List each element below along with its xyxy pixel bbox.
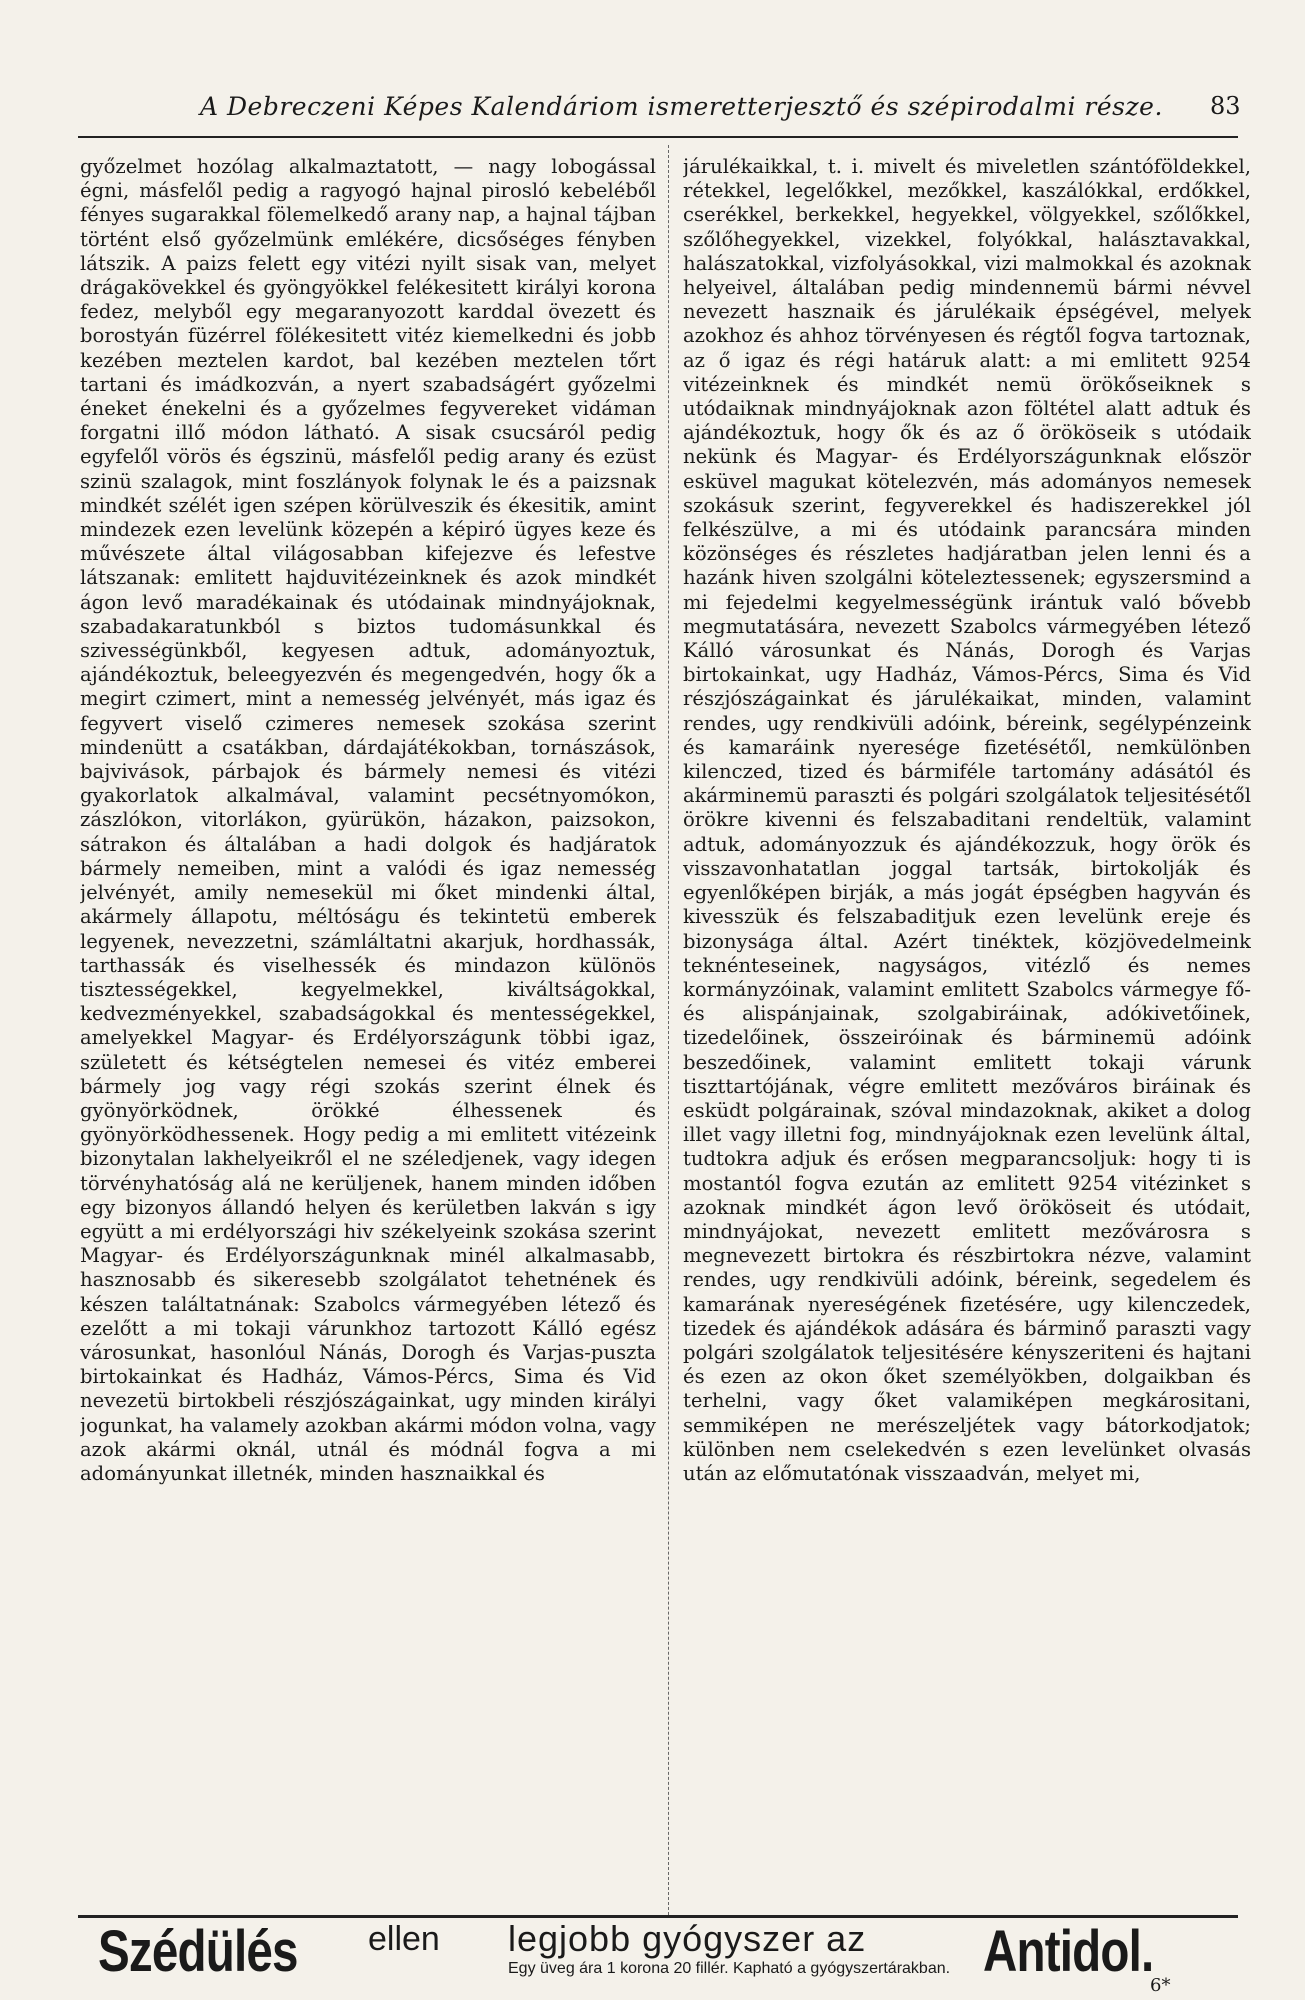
advert-rule bbox=[78, 1915, 1238, 1918]
advert-price-line: Egy üveg ára 1 korona 20 fillér. Kapható a gyógyszertárakban. bbox=[508, 1960, 951, 1977]
signature-mark: 6* bbox=[1150, 1975, 1171, 1996]
column-divider bbox=[668, 145, 669, 1915]
advert-headline-right: Antidol. bbox=[983, 1922, 1154, 1982]
right-column bbox=[683, 155, 1251, 1900]
right-column-text: járulékaikkal, t. i. mivelt és miveletlen szántóföldekkel, rétekkel, legelőkkel, mezőkkel, kaszálókkal, erdőkkel, cserékkel, berkekkel, hegyekkel, völgyekkel, szőlőkkel, szőlőhegyekkel, vizekkel, folyókkal, halásztavakkal, halászatokkal, vizfolyásokkal, vizi malmokkal és azoknak helyeivel, általában pedig mindennemü bármi névvel nevezett hasznaik és járulékaik épségével, melyek azokhoz és ahhoz törvényesen és régtől fogva tartoznak, az ő igaz és régi határuk alatt: a mi emlitett 9254 vitézeinknek és mindkét nemü örökőseiknek s utódaiknak mindnyájoknak azon föltétel alatt adtuk és ajándékoztuk, hogy ők és az ő örököseik s utódaik nekünk és Magyar- és Erdélyországunknak először esküvel magukat kötelezvén, más adományos nemesek szokásuk szerint, fegyverekkel és hadiszerekkel jól felkészülve, a mi és utódaink parancsára minden közönséges és részletes hadjáratban jelen lenni és a hazánk hiven szolgálni köteleztessenek; egyszersmind a mi fejedelmi kegyelmességünk irántuk való bővebb megmutatására, nevezett Szabolcs vármegyében létező Kálló városunkat és Nánás, Dorogh és Varjas birtokainkat, ugy Hadház, Vámos-Pércs, Sima és Vid részjószágainkat és járulékaikat, minden, valamint rendes, ugy rendkivüli adóink, béreink, segélypénzeink és kamaráink nyeresége fizetésétől, nemkülönben kilenczed, tized és bármiféle tartomány adásától és akárminemü paraszti és polgári szolgálatok teljesitésétől örökre kivenni és felszabaditani rendeltük, valamint adtuk, adományozzuk és ajándékozzuk, hogy örök és visszavonhatatlan joggal tartsák, birtokolják és egyenlőképen birják, a más jogát épségben hagyván és kivesszük és felszabaditjuk ezen levelünk ereje és bizonysága által. Azért tinéktek, közjövedelmeink teknénteseinek, nagyságos, vitézlő és nemes kormányzóinak, valamint emlitett Szabolcs vármegye fő- és alispánjainak, szolgabiráinak, adókivetőinek, tizedelőinek, összeiróinak és bárminemü adóink beszedőinek, valamint emlitett tokaji várunk tiszttartójának, végre emlitett mezőváros biráinak és esküdt polgárainak, szóval mindazoknak, akiket a dolog illet vagy illetni fog, mindnyájoknak ezen levelünk által, tudtokra adjuk és erősen megparancsoljuk: hogy ti is mostantól fogva ezután az emlitett 9254 vitézinket s azoknak mindkét ágon levő örököseit és utódait, mindnyájokat, nevezett emlitett mezővárosra s megnevezett birtokra és részbirtokra nézve, valamint rendes, ugy rendkivüli adóink, béreink, segedelem és kamarának nyereségének fizetésére, ugy kilenczedek, tizedek és ajándékok adására és bárminő paraszti vagy polgári szolgálatok teljesitésére kényszeriteni és hajtani és ezen az okon őket személyökben, dolgaikban és terhelni, vagy őket valamiképen megkárositani, semmiképen ne merészeljétek vagy bátorkodjatok; különben nem cselekedvén s ezen levelünket olvasás után az előmutatónak visszaadván, melyet mi, bbox=[683, 155, 1251, 1485]
advert-headline-left: Szédülés bbox=[98, 1922, 298, 1982]
advert-main-line: legjobb gyógyszer az bbox=[508, 1922, 867, 1959]
left-column-text: győzelmet hozólag alkalmaztatott, — nagy lobogással égni, másfelől pedig a ragyogó hajnal pirosló kebeléből fényes sugarakkal fölemelkedő arany nap, a hajnal tájban történt első győzelmünk emlékére, dicsőséges fényben látszik. A paizs felett egy vitézi nyilt sisak van, melyet drágakövekkel és gyöngyökkel felékesitett királyi korona fedez, melyből egy megaranyozott karddal övezett és borostyán füzérrel fölékesitett vitéz kiemelkedni és jobb kezében meztelen kardot, bal kezében meztelen tőrt tartani és imádkozván, a nyert szabadságért győzelmi éneket énekelni és a győzelmes fegyvereket vidáman forgatni illő módon látható. A sisak csucsáról pedig egyfelől vörös és égszinü, másfelől pedig arany és ezüst szinü szalagok, mint foszlányok folynak le és a paizsnak mindkét szélét igen szépen körülveszik és ékesitik, amint mindezek ezen levelünk közepén a képiró ügyes keze és művészete által világosabban kifejezve és lefestve látszanak: emlitett hajduvitézeinknek és azok mindkét ágon levő maradékainak és utódainak mindnyájoknak, szabadakaratunkból s biztos tudomásunkkal és szivességünkből, kegyesen adtuk, adományoztuk, ajándékoztuk, beleegyezvén és megengedvén, hogy ők a megirt czimert, mint a nemesség jelvényét, más igaz és fegyvert viselő czimeres nemesek szokása szerint mindenütt a csatákban, dárdajátékokban, tornászások, bajvivások, párbajok és bármely nemesi és vitézi gyakorlatok alkalmával, valamint pecsétnyomókon, zászlókon, vitorlákon, gyürükön, házakon, paizsokon, sátrakon és általában a hadi dolgok és hadjáratok bármely nemeiben, mint a valódi és igaz nemesség jelvényét, amily nemesekül mi őket mindenki által, akármely állapotu, méltóságu és tekintetü emberek legyenek, nevezzetni, számláltatni akarjuk, hordhassák, tarthassák és viselhessék és mindazon különös tisztességekkel, kegyelmekkel, kiváltságokkal, kedvezményekkel, szabadságokkal és mentességekkel, amelyekkel Magyar- és Erdélyországunk többi igaz, született és kétségtelen nemesei és vitéz emberei bármely jog vagy régi szokás szerint élnek és gyönyörködnek, örökké élhessenek és gyönyörködhessenek. Hogy pedig a mi emlitett vitézeink bizonytalan lakhelyeikről el ne széledjenek, vagy idegen törvényhatóság alá ne kerüljenek, hanem minden időben egy bizonyos állandó helyen és kerületben lakván s igy együtt a mi erdélyországi hiv székelyeink szokása szerint Magyar- és Erdélyországunknak minél alkalmasabb, hasznosabb és sikeresebb szolgálatot tehetnének és készen találtatnának: Szabolcs vármegyében létező és ezelőtt a mi tokaji várunkhoz tartozott Kálló egész városunkat, hasonlóul Nánás, Dorogh és Varjas-puszta birtokainkat és Hadház, Vámos-Pércs, Sima és Vid nevezetü birtokbeli részjószágainkat, ugy minden királyi jogunkat, ha valamely azokban akármi módon volna, vagy azok akármi oknál, utnál és módnál fogva a mi adományunkat illetnék, minden hasznaikkal és bbox=[80, 155, 656, 1485]
page-number: 83 bbox=[1210, 92, 1241, 120]
advertisement bbox=[78, 1922, 1238, 1982]
header-rule bbox=[78, 136, 1238, 138]
running-title: A Debreczeni Képes Kalendáriom ismeretterjesztő és szépirodalmi része. bbox=[200, 92, 1163, 121]
advert-word-ellen: ellen bbox=[368, 1922, 440, 1958]
left-column bbox=[80, 155, 656, 1900]
page-header bbox=[0, 92, 1305, 132]
